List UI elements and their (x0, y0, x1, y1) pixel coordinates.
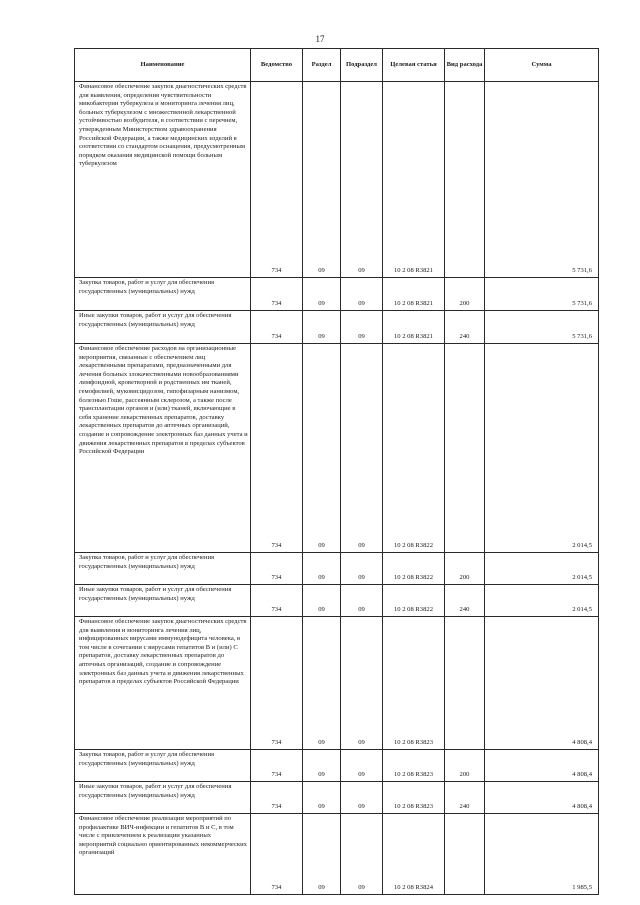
row-section: 09 (303, 311, 341, 344)
row-amount: 4 808,4 (485, 750, 599, 782)
row-department: 734 (251, 617, 303, 750)
row-target: 10 2 08 R3821 (383, 311, 445, 344)
row-subsection: 09 (341, 82, 383, 278)
row-subsection: 09 (341, 344, 383, 553)
row-section: 09 (303, 278, 341, 311)
header-department: Ведомство (251, 49, 303, 82)
row-target: 10 2 08 R3823 (383, 617, 445, 750)
table-header-row (75, 49, 599, 82)
row-amount: 4 808,4 (485, 617, 599, 750)
row-expense-type: 240 (445, 585, 485, 617)
row-subsection: 09 (341, 814, 383, 895)
row-section: 09 (303, 782, 341, 814)
row-target: 10 2 08 R3824 (383, 814, 445, 895)
row-name: Закупка товаров, работ и услуг для обеспечения государственных (муниципальных) нужд (75, 278, 251, 311)
header-name: Наименование (75, 49, 251, 82)
row-section: 09 (303, 82, 341, 278)
table-row (75, 814, 599, 895)
row-amount: 2 014,5 (485, 344, 599, 553)
page-number: 17 (315, 34, 325, 44)
row-section: 09 (303, 750, 341, 782)
row-target: 10 2 08 R3822 (383, 585, 445, 617)
table-row (75, 82, 599, 278)
row-target: 10 2 08 R3822 (383, 344, 445, 553)
table-row (75, 617, 599, 750)
row-department: 734 (251, 278, 303, 311)
header-section: Раздел (303, 49, 341, 82)
row-name: Финансовое обеспечение закупок диагностических средств для выявления и мониторинга лечения лиц, инфицированных вирусами иммунодефицита человека, в том числе в сочетании с вирусами гепатитов В и (или) С препаратов, доставку лекарственных препаратов до аптечных организаций, создание и сопровождение электронных баз данных учета и движения лекарственных препаратов в пределах субъектов Российской Федерации (75, 617, 251, 750)
row-expense-type: 200 (445, 553, 485, 585)
row-amount: 5 731,6 (485, 311, 599, 344)
row-department: 734 (251, 585, 303, 617)
row-section: 09 (303, 344, 341, 553)
row-expense-type: 200 (445, 278, 485, 311)
table-row (75, 750, 599, 782)
row-expense-type (445, 617, 485, 750)
row-amount: 5 731,6 (485, 278, 599, 311)
row-name: Финансовое обеспечение реализации мероприятий по профилактике ВИЧ-инфекции и гепатитов В и С, в том числе с привлечением к реализации указанных мероприятий социально ориентированных некоммерческих организаций (75, 814, 251, 895)
row-target: 10 2 08 R3823 (383, 750, 445, 782)
row-expense-type (445, 814, 485, 895)
row-expense-type (445, 82, 485, 278)
row-department: 734 (251, 553, 303, 585)
row-amount: 1 985,5 (485, 814, 599, 895)
row-name: Финансовое обеспечение расходов на организационные мероприятия, связанные с обеспечением лиц лекарственными препаратами, предназначенными для лечения больных злокачественными новообразованиями лимфоидной, кроветворной и родственных им тканей, гемофилией, муковисцидозом, гипофизарным нанизмом, болезнью Гоше, рассеянным склерозом, а также после трансплантации органов и (или) тканей, включающие в себя хранение лекарственных препаратов, доставку лекарственных препаратов до аптечных организаций, создание и сопровождение электронных баз данных учета и движения лекарственных препаратов в пределах субъектов Российской Федерации (75, 344, 251, 553)
budget-table (74, 48, 599, 895)
row-amount: 4 808,4 (485, 782, 599, 814)
row-section: 09 (303, 553, 341, 585)
row-amount: 5 731,6 (485, 82, 599, 278)
row-subsection: 09 (341, 278, 383, 311)
row-department: 734 (251, 344, 303, 553)
header-subsection: Подраздел (341, 49, 383, 82)
row-subsection: 09 (341, 617, 383, 750)
row-subsection: 09 (341, 750, 383, 782)
row-subsection: 09 (341, 553, 383, 585)
row-department: 734 (251, 782, 303, 814)
table-row (75, 585, 599, 617)
row-section: 09 (303, 617, 341, 750)
table-row (75, 344, 599, 553)
row-amount: 2 014,5 (485, 553, 599, 585)
row-name: Финансовое обеспечение закупок диагностических средств для выявления, определения чувствительности микобактерии туберкулеза и мониторинга лечения лиц, больных туберкулезом с множественной лекарственной устойчивостью возбудителя, в соответствии с перечнем, утвержденным Министерством здравоохранения Российской Федерации, а также медицинских изделий в соответствии со стандартом оснащения, предусмотренным порядком оказания медицинской помощи больным туберкулезом (75, 82, 251, 278)
row-department: 734 (251, 814, 303, 895)
row-target: 10 2 08 R3823 (383, 782, 445, 814)
row-department: 734 (251, 82, 303, 278)
row-section: 09 (303, 814, 341, 895)
row-target: 10 2 08 R3821 (383, 82, 445, 278)
row-department: 734 (251, 750, 303, 782)
row-department: 734 (251, 311, 303, 344)
row-name: Закупка товаров, работ и услуг для обеспечения государственных (муниципальных) нужд (75, 750, 251, 782)
row-name: Иные закупки товаров, работ и услуг для обеспечения государственных (муниципальных) нужд (75, 585, 251, 617)
table-row (75, 553, 599, 585)
row-expense-type (445, 344, 485, 553)
row-section: 09 (303, 585, 341, 617)
row-subsection: 09 (341, 782, 383, 814)
row-name: Иные закупки товаров, работ и услуг для обеспечения государственных (муниципальных) нужд (75, 311, 251, 344)
row-expense-type: 200 (445, 750, 485, 782)
row-expense-type: 240 (445, 782, 485, 814)
header-expense-type: Вид расхода (445, 49, 485, 82)
row-subsection: 09 (341, 311, 383, 344)
row-amount: 2 014,5 (485, 585, 599, 617)
row-target: 10 2 08 R3821 (383, 278, 445, 311)
header-amount: Сумма (485, 49, 599, 82)
row-subsection: 09 (341, 585, 383, 617)
header-target: Целевая статья (383, 49, 445, 82)
table-row (75, 311, 599, 344)
row-expense-type: 240 (445, 311, 485, 344)
row-name: Иные закупки товаров, работ и услуг для обеспечения государственных (муниципальных) нужд (75, 782, 251, 814)
table-row (75, 278, 599, 311)
table-row (75, 782, 599, 814)
row-target: 10 2 08 R3822 (383, 553, 445, 585)
row-name: Закупка товаров, работ и услуг для обеспечения государственных (муниципальных) нужд (75, 553, 251, 585)
